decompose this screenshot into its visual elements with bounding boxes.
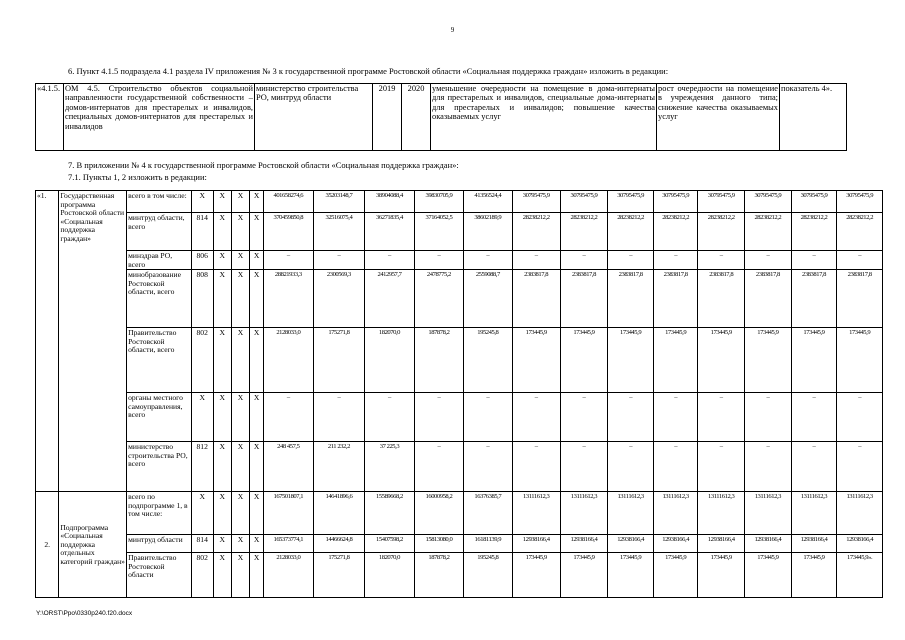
amount-cell: 28821933,3 [263, 270, 313, 328]
executor-label: органы местного самоуправления, всего [127, 393, 191, 442]
amount-cell: 12938166,4 [560, 535, 608, 553]
amount-cell: 248 457,5 [263, 442, 313, 492]
amount-cell: 15589668,2 [364, 492, 414, 535]
amount-cell: 30795475,9 [745, 191, 792, 213]
vr-code: X [250, 270, 263, 328]
amount-cell: – [463, 393, 512, 442]
vr-code: X [250, 213, 263, 251]
amount-cell: – [791, 393, 837, 442]
grbs-code: 814 [191, 535, 213, 553]
rzpr-code: X [213, 393, 231, 442]
rzpr-code: X [213, 328, 231, 393]
amount-cell: – [653, 442, 697, 492]
item-number: «4.1.5. [36, 84, 64, 151]
amount-cell: – [313, 393, 364, 442]
amount-cell: 173445,9 [608, 328, 654, 393]
rzpr-code: X [213, 492, 231, 535]
amount-cell: 30795475,9 [837, 191, 883, 213]
amount-cell: 173445,9 [698, 328, 745, 393]
amount-cell: 28238212,2 [608, 213, 654, 251]
table-row [36, 393, 883, 442]
amount-cell: 28238212,2 [745, 213, 792, 251]
amount-cell: – [837, 251, 883, 270]
amount-cell: 13111612,3 [608, 492, 654, 535]
amount-cell: 30795475,9 [512, 191, 560, 213]
executor-label: минздрав РО, всего [127, 251, 191, 270]
table-row [36, 553, 883, 598]
rzpr-code: X [213, 535, 231, 553]
amount-cell: 13111612,3 [698, 492, 745, 535]
grbs-code: 812 [191, 442, 213, 492]
amount-cell: – [608, 251, 654, 270]
amount-cell: – [653, 393, 697, 442]
amount-cell: 167501807,1 [263, 492, 313, 535]
amount-cell: – [512, 251, 560, 270]
amount-cell: – [512, 393, 560, 442]
grbs-code: 808 [191, 270, 213, 328]
item-executor: министерство строительства РО, минтруд области [255, 84, 373, 151]
row-name: Подпрограмма «Социальная поддержка отдельных категорий граждан» [59, 492, 127, 598]
grbs-code: 814 [191, 213, 213, 251]
table-row [36, 328, 883, 393]
amount-cell: – [414, 442, 463, 492]
amount-cell: 175271,8 [313, 553, 364, 598]
amount-cell: – [791, 442, 837, 492]
amount-cell: 370459850,8 [263, 213, 313, 251]
amount-cell: – [512, 442, 560, 492]
amount-cell: – [608, 393, 654, 442]
row-number: 2. [36, 492, 59, 598]
amount-cell: 2383817,8 [560, 270, 608, 328]
amount-cell: 2478775,2 [414, 270, 463, 328]
amount-cell: 13111612,3 [653, 492, 697, 535]
amount-cell: 2300569,3 [313, 270, 364, 328]
csr-code: X [231, 442, 250, 492]
amount-cell: 173445,9 [791, 328, 837, 393]
amount-cell: – [791, 251, 837, 270]
amount-cell: 32516075,4 [313, 213, 364, 251]
amount-cell: – [698, 393, 745, 442]
amount-cell: 13111612,3 [745, 492, 792, 535]
amount-cell: 15813080,0 [414, 535, 463, 553]
amount-cell: 28238212,2 [791, 213, 837, 251]
amount-cell: 2383817,8 [791, 270, 837, 328]
amount-cell: 12938166,4 [698, 535, 745, 553]
amount-cell: 2383817,8 [512, 270, 560, 328]
amount-cell: 28238212,2 [512, 213, 560, 251]
amount-cell: 28238212,2 [837, 213, 883, 251]
item-indicator: показатель 4». [780, 84, 847, 151]
table-row [36, 492, 883, 535]
amount-cell: – [698, 442, 745, 492]
rzpr-code: X [213, 213, 231, 251]
amount-cell: 30795475,9 [653, 191, 697, 213]
amount-cell: 13111612,3 [791, 492, 837, 535]
amount-cell: – [560, 393, 608, 442]
executor-label: Правительство Ростовской области, всего [127, 328, 191, 393]
grbs-code: X [191, 492, 213, 535]
amount-cell: 195245,8 [463, 328, 512, 393]
page-number: 9 [450, 26, 455, 34]
amount-cell: 12938166,4 [837, 535, 883, 553]
amount-cell: 35203148,7 [313, 191, 364, 213]
amount-cell: 187878,2 [414, 553, 463, 598]
rzpr-code: X [213, 270, 231, 328]
amount-cell: 41356524,4 [463, 191, 512, 213]
amount-cell: – [745, 442, 792, 492]
amount-cell: – [414, 393, 463, 442]
amount-cell: – [837, 442, 883, 492]
amount-cell: 2383817,8 [653, 270, 697, 328]
amount-cell: – [608, 442, 654, 492]
executor-label: всего по подпрограмме 1, в том числе: [127, 492, 191, 535]
amount-cell: – [263, 393, 313, 442]
amount-cell: 173445,9 [837, 328, 883, 393]
amount-cell: – [698, 251, 745, 270]
amount-cell: 2128033,0 [263, 328, 313, 393]
amount-cell: 173445,9 [791, 553, 837, 598]
amount-cell: 16000958,2 [414, 492, 463, 535]
amount-cell: 37164052,5 [414, 213, 463, 251]
grbs-code: 802 [191, 328, 213, 393]
amount-cell: 187878,2 [414, 328, 463, 393]
csr-code: X [231, 270, 250, 328]
amount-cell: 12938166,4 [512, 535, 560, 553]
amount-cell: 211 232,2 [313, 442, 364, 492]
table-item-4-1-5 [35, 83, 847, 151]
amount-cell: 30795475,9 [698, 191, 745, 213]
rzpr-code: X [213, 251, 231, 270]
executor-label: Правительство Ростовской области [127, 553, 191, 598]
amount-cell: – [560, 442, 608, 492]
row-name: Государственная программа Ростовской области «Социальная поддержка граждан» [59, 191, 127, 492]
item-end-year: 2020 [402, 84, 431, 151]
footer-file-path: Y:\ORST\Ppo\0330p240.f20.docx [36, 610, 133, 617]
amount-cell: 2412957,7 [364, 270, 414, 328]
amount-cell: 13111612,3 [560, 492, 608, 535]
rzpr-code: X [213, 553, 231, 598]
amount-cell: 14466624,8 [313, 535, 364, 553]
amount-cell: 16181139,9 [463, 535, 512, 553]
rzpr-code: X [213, 191, 231, 213]
amount-cell: 182070,0 [364, 328, 414, 393]
amount-cell: – [263, 251, 313, 270]
item-consequence: уменьшение очередности на помещение в дома-интернаты для престарелых и инвалидов, специальные дома-интернаты для престарелых и инвалидов; повышение качества оказываемых услуг [431, 84, 657, 151]
executor-label: минтруд области [127, 535, 191, 553]
executor-label: минтруд области, всего [127, 213, 191, 251]
amount-cell: 30795475,9 [791, 191, 837, 213]
amount-cell: 2383817,8 [608, 270, 654, 328]
grbs-code: X [191, 393, 213, 442]
amount-cell: 173445,9». [837, 553, 883, 598]
amount-cell: 2383817,8 [698, 270, 745, 328]
amount-cell: 28238212,2 [653, 213, 697, 251]
vr-code: X [250, 191, 263, 213]
row-number: «1. [36, 191, 59, 492]
item-name: ОМ 4.5. Строительство объектов социальной направленности государственной собственности – домов-интернатов для престарелых и инвалидов, специальных домов-интернатов для престарелых и инвалидов [64, 84, 255, 151]
paragraph-6: 6. Пункт 4.1.5 подраздела 4.1 раздела IV приложения № 3 к государственной программе Ростовской области «Социальная поддержка граждан» изложить в редакции: [68, 66, 669, 76]
amount-cell: 38904088,4 [364, 191, 414, 213]
csr-code: X [231, 191, 250, 213]
amount-cell: 36271835,4 [364, 213, 414, 251]
amount-cell: – [745, 251, 792, 270]
amount-cell: 13111612,3 [512, 492, 560, 535]
amount-cell: 28238212,2 [560, 213, 608, 251]
vr-code: X [250, 492, 263, 535]
amount-cell: – [745, 393, 792, 442]
table-row [36, 442, 883, 492]
amount-cell: 13111612,3 [837, 492, 883, 535]
grbs-code: 802 [191, 553, 213, 598]
amount-cell: 37 225,3 [364, 442, 414, 492]
executor-label: минобразование Ростовской области, всего [127, 270, 191, 328]
amount-cell: 173445,9 [745, 553, 792, 598]
amount-cell: 173445,9 [512, 553, 560, 598]
amount-cell: 173445,9 [745, 328, 792, 393]
amount-cell: 38602189,9 [463, 213, 512, 251]
table-row [36, 251, 883, 270]
csr-code: X [231, 492, 250, 535]
amount-cell: 12938166,4 [745, 535, 792, 553]
amount-cell: – [364, 393, 414, 442]
amount-cell: 2383817,8 [837, 270, 883, 328]
table-row [36, 213, 883, 251]
amount-cell: – [414, 251, 463, 270]
amount-cell: 165373774,1 [263, 535, 313, 553]
vr-code: X [250, 535, 263, 553]
amount-cell: 2383817,8 [745, 270, 792, 328]
amount-cell: 30795475,9 [560, 191, 608, 213]
amount-cell: 12938166,4 [791, 535, 837, 553]
amount-cell: 175271,8 [313, 328, 364, 393]
amount-cell: 401658274,6 [263, 191, 313, 213]
vr-code: X [250, 553, 263, 598]
amount-cell: 12938166,4 [653, 535, 697, 553]
amount-cell: 14641896,6 [313, 492, 364, 535]
vr-code: X [250, 393, 263, 442]
amount-cell: 173445,9 [560, 328, 608, 393]
table-row [36, 270, 883, 328]
rzpr-code: X [213, 442, 231, 492]
csr-code: X [231, 553, 250, 598]
csr-code: X [231, 213, 250, 251]
amount-cell: 173445,9 [653, 553, 697, 598]
paragraph-7: 7. В приложении № 4 к государственной программе Ростовской области «Социальная поддержка граждан»: [68, 160, 459, 170]
table-row [36, 84, 847, 151]
paragraph-7-1: 7.1. Пункты 1, 2 изложить в редакции: [68, 172, 207, 182]
amount-cell: 39830705,9 [414, 191, 463, 213]
item-start-year: 2019 [373, 84, 402, 151]
amount-cell: 195245,8 [463, 553, 512, 598]
table-row [36, 191, 883, 213]
vr-code: X [250, 251, 263, 270]
vr-code: X [250, 442, 263, 492]
amount-cell: 173445,9 [512, 328, 560, 393]
amount-cell: 173445,9 [560, 553, 608, 598]
amount-cell: – [653, 251, 697, 270]
grbs-code: 806 [191, 251, 213, 270]
vr-code: X [250, 328, 263, 393]
amount-cell: 15407598,2 [364, 535, 414, 553]
executor-label: министерство строительства РО, всего [127, 442, 191, 492]
amount-cell: – [837, 393, 883, 442]
amount-cell: 173445,9 [608, 553, 654, 598]
amount-cell: 30795475,9 [608, 191, 654, 213]
amount-cell: 12938166,4 [608, 535, 654, 553]
csr-code: X [231, 393, 250, 442]
csr-code: X [231, 328, 250, 393]
table-financing [35, 190, 883, 598]
amount-cell: 16376385,7 [463, 492, 512, 535]
amount-cell: 173445,9 [698, 553, 745, 598]
amount-cell: – [560, 251, 608, 270]
amount-cell: – [463, 442, 512, 492]
item-result: рост очередности на помещение в учреждения данного типа; снижение качества оказываемых услуг [657, 84, 780, 151]
amount-cell: – [313, 251, 364, 270]
amount-cell: 173445,9 [653, 328, 697, 393]
amount-cell: 182070,0 [364, 553, 414, 598]
table-row [36, 535, 883, 553]
grbs-code: X [191, 191, 213, 213]
executor-label: всего в том числе: [127, 191, 191, 213]
csr-code: X [231, 251, 250, 270]
amount-cell: 2559088,7 [463, 270, 512, 328]
csr-code: X [231, 535, 250, 553]
amount-cell: 28238212,2 [698, 213, 745, 251]
amount-cell: – [463, 251, 512, 270]
amount-cell: – [364, 251, 414, 270]
amount-cell: 2128033,0 [263, 553, 313, 598]
